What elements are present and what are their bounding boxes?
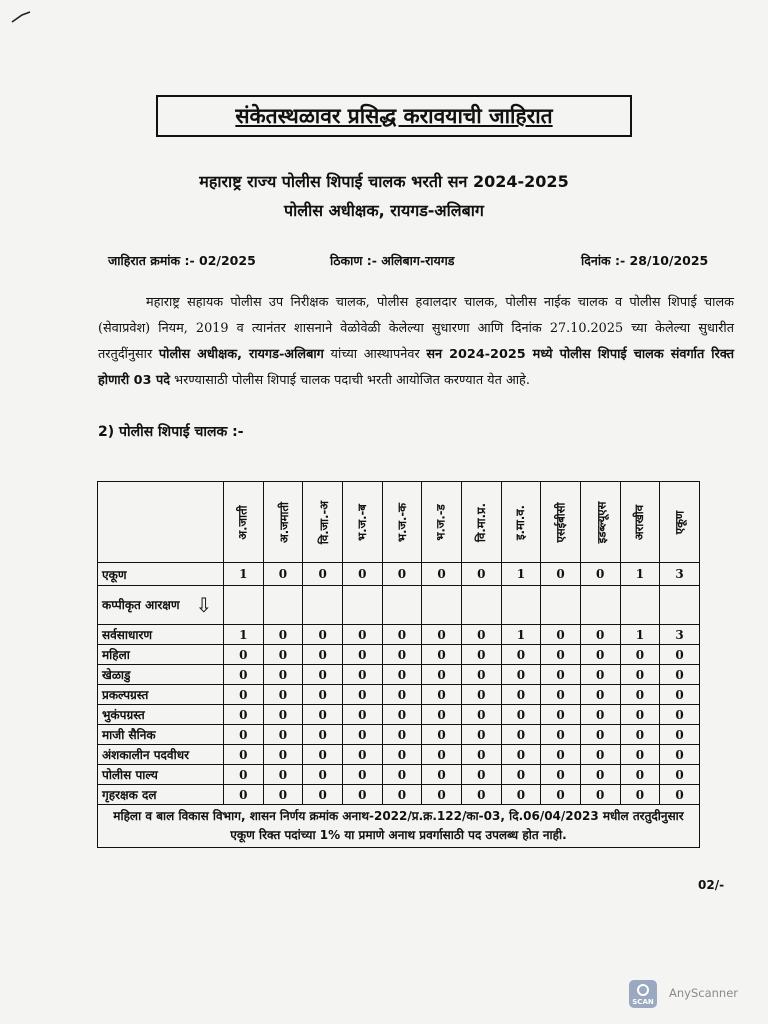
- table-cell: 0: [580, 645, 620, 665]
- table-cell: 0: [342, 685, 382, 705]
- advertisement-place: ठिकाण :- अलिबाग-रायगड: [330, 253, 455, 268]
- table-cell: 0: [303, 563, 343, 586]
- paragraph-bold-posts: सन 2024-2025 मध्ये पोलीस शिपाई चालक संवर्गात रिक्त होणारी 03 पदे: [98, 347, 734, 388]
- table-cell: 0: [303, 745, 343, 765]
- table-cell: 0: [541, 665, 581, 685]
- table-row: [98, 645, 700, 665]
- column-header-label: भ.ज.-ड: [434, 503, 449, 541]
- column-header-label: एसईबीसी: [553, 501, 568, 543]
- office-title: पोलीस अधीक्षक, रायगड-अलिबाग: [284, 201, 484, 220]
- reservation-label-cell: [98, 586, 224, 625]
- table-cell: 0: [541, 705, 581, 725]
- table-cell: 0: [580, 785, 620, 805]
- reservation-label: कप्पीकृत आरक्षण: [102, 597, 180, 612]
- table-cell: 0: [263, 705, 303, 725]
- advertisement-number: जाहिरात क्रमांक :- 02/2025: [108, 253, 256, 268]
- table-cell: 0: [541, 785, 581, 805]
- table-cell: 0: [541, 645, 581, 665]
- table-cell: 1: [620, 563, 660, 586]
- table-cell: 0: [501, 745, 541, 765]
- table-cell: 0: [620, 705, 660, 725]
- table-cell: 0: [342, 785, 382, 805]
- table-row: [98, 665, 700, 685]
- table-cell: 0: [382, 563, 422, 586]
- table-cell: 0: [660, 785, 700, 805]
- table-cell: 0: [501, 685, 541, 705]
- table-cell: 0: [461, 745, 501, 765]
- table-cell: 0: [620, 765, 660, 785]
- table-cell: 0: [382, 685, 422, 705]
- paragraph-text-1: महाराष्ट्र सहायक पोलीस उप निरीक्षक चालक, पोलीस हवालदार चालक, पोलीस नाईक चालक व पोलीस शिपाई चालक (सेवाप्रवेश) नियम, 2019 व त्यानंतर शासनाने वेळोवेळी केलेल्या सुधारणा आणि दिनांक 27.10.2025 च्या केलेल्या सुधारीत तरतुदींनुसार: [98, 295, 734, 362]
- column-header: [620, 482, 660, 563]
- table-cell: 0: [660, 745, 700, 765]
- intro-paragraph: [98, 290, 734, 394]
- table-cell: 0: [263, 625, 303, 645]
- table-cell: 0: [263, 685, 303, 705]
- row-label: पोलीस पाल्य: [98, 765, 224, 785]
- table-cell: 3: [660, 625, 700, 645]
- table-cell: 0: [501, 665, 541, 685]
- section-heading: 2) पोलीस शिपाई चालक :-: [98, 424, 244, 440]
- table-cell: 0: [303, 685, 343, 705]
- table-cell: 0: [422, 725, 462, 745]
- table-cell: 0: [263, 785, 303, 805]
- table-cell: 0: [541, 625, 581, 645]
- table-cell: 0: [461, 705, 501, 725]
- table-cell: 0: [580, 665, 620, 685]
- table-cell: 0: [660, 645, 700, 665]
- table-cell: 0: [422, 685, 462, 705]
- table-cell: 0: [382, 705, 422, 725]
- table-cell: 0: [342, 725, 382, 745]
- table-cell: 0: [342, 625, 382, 645]
- table-cell: 0: [660, 765, 700, 785]
- table-cell: 0: [422, 785, 462, 805]
- table-cell: 0: [461, 645, 501, 665]
- empty-cell: [541, 586, 581, 625]
- paragraph-text-2: यांच्या आस्थापनेवर: [323, 347, 427, 362]
- table-cell: 0: [461, 563, 501, 586]
- column-header: [541, 482, 581, 563]
- table-cell: 0: [580, 725, 620, 745]
- badge-text: SCAN: [632, 998, 654, 1006]
- table-cell: 0: [342, 765, 382, 785]
- table-cell: 0: [422, 705, 462, 725]
- table-cell: 0: [224, 665, 264, 685]
- column-header-label: भ.ज.-ब: [354, 503, 369, 541]
- table-cell: 0: [580, 765, 620, 785]
- column-header: [342, 482, 382, 563]
- empty-cell: [422, 586, 462, 625]
- table-cell: 0: [541, 745, 581, 765]
- empty-cell: [342, 586, 382, 625]
- table-cell: 0: [382, 785, 422, 805]
- reservation-row: [98, 586, 700, 625]
- table-cell: 0: [620, 725, 660, 745]
- table-cell: 0: [580, 625, 620, 645]
- table-cell: 0: [303, 725, 343, 745]
- empty-cell: [382, 586, 422, 625]
- table-cell: 3: [660, 563, 700, 586]
- table-cell: 0: [620, 685, 660, 705]
- table-cell: 0: [382, 765, 422, 785]
- vacancy-table: [97, 481, 700, 848]
- column-header-label: इ.मा.व.: [513, 504, 528, 540]
- column-header-label: इडब्ल्यूएस: [594, 501, 609, 543]
- table-row: [98, 785, 700, 805]
- row-label: महिला: [98, 645, 224, 665]
- table-cell: 0: [303, 625, 343, 645]
- recruitment-title: महाराष्ट्र राज्य पोलीस शिपाई चालक भरती सन 2024-2025: [199, 172, 569, 191]
- table-cell: 0: [501, 765, 541, 785]
- table-cell: 1: [224, 625, 264, 645]
- table-cell: 0: [660, 725, 700, 745]
- table-cell: 0: [501, 705, 541, 725]
- table-cell: 0: [342, 705, 382, 725]
- empty-cell: [303, 586, 343, 625]
- column-header: [422, 482, 462, 563]
- table-row: [98, 685, 700, 705]
- row-label: गृहरक्षक दल: [98, 785, 224, 805]
- column-header-label: वि.जा.-अ: [317, 500, 332, 544]
- table-cell: 0: [461, 685, 501, 705]
- table-cell: 0: [541, 765, 581, 785]
- empty-cell: [580, 586, 620, 625]
- table-cell: 0: [382, 725, 422, 745]
- table-cell: 0: [382, 625, 422, 645]
- column-header-label: वि.मा.प्र.: [473, 502, 488, 542]
- table-cell: 0: [501, 725, 541, 745]
- row-label: भुकंपग्रस्त: [98, 705, 224, 725]
- column-header: [660, 482, 700, 563]
- paragraph-text-3: भरण्यासाठी पोलीस शिपाई चालक पदाची भरती आयोजित करण्यात येत आहे.: [170, 373, 530, 388]
- table-cell: 0: [342, 645, 382, 665]
- table-row: [98, 705, 700, 725]
- table-cell: 0: [580, 745, 620, 765]
- table-cell: 0: [263, 645, 303, 665]
- table-cell: 0: [461, 785, 501, 805]
- pen-mark-icon: [10, 10, 32, 24]
- table-cell: 0: [461, 725, 501, 745]
- advertisement-date: दिनांक :- 28/10/2025: [581, 253, 709, 268]
- table-cell: 0: [303, 705, 343, 725]
- table-cell: 0: [224, 725, 264, 745]
- empty-cell: [501, 586, 541, 625]
- advertisement-header-box: [156, 95, 632, 137]
- column-header: [501, 482, 541, 563]
- table-cell: 0: [263, 665, 303, 685]
- table-cell: 0: [263, 725, 303, 745]
- table-cell: 0: [660, 665, 700, 685]
- table-cell: 0: [541, 563, 581, 586]
- table-cell: 0: [541, 725, 581, 745]
- column-header-label: एकूण: [672, 510, 687, 534]
- column-header: [580, 482, 620, 563]
- table-cell: 0: [224, 785, 264, 805]
- table-header-row: [98, 482, 700, 563]
- table-cell: 0: [342, 563, 382, 586]
- column-header: [263, 482, 303, 563]
- row-label: सर्वसाधारण: [98, 625, 224, 645]
- table-cell: 1: [501, 625, 541, 645]
- table-cell: 0: [541, 685, 581, 705]
- table-cell: 0: [422, 563, 462, 586]
- table-note: महिला व बाल विकास विभाग, शासन निर्णय क्रमांक अनाथ-2022/प्र.क्र.122/का-03, दि.06/04/2023 मधील तरतुदीनुसार एकूण रिक्त पदांच्या 1% या प्रमाणे अनाथ प्रवर्गासाठी पद उपलब्ध होत नाही.: [98, 805, 700, 848]
- table-corner-cell: [98, 482, 224, 563]
- table-cell: 0: [224, 705, 264, 725]
- table-cell: 0: [422, 645, 462, 665]
- row-label: प्रकल्पग्रस्त: [98, 685, 224, 705]
- total-row: [98, 563, 700, 586]
- row-label: अंशकालीन पदवीधर: [98, 745, 224, 765]
- row-label: खेळाडु: [98, 665, 224, 685]
- row-label: एकूण: [98, 563, 224, 586]
- table-cell: 0: [382, 645, 422, 665]
- table-row: [98, 765, 700, 785]
- table-cell: 0: [224, 765, 264, 785]
- table-cell: 0: [263, 745, 303, 765]
- table-cell: 0: [263, 563, 303, 586]
- empty-cell: [263, 586, 303, 625]
- table-cell: 0: [342, 745, 382, 765]
- scan-badge-icon: [628, 979, 658, 1009]
- scanner-app-name: AnyScanner: [669, 986, 739, 1000]
- table-cell: 0: [461, 665, 501, 685]
- table-cell: 0: [382, 745, 422, 765]
- table-cell: 0: [620, 665, 660, 685]
- table-cell: 0: [580, 563, 620, 586]
- table-row: [98, 625, 700, 645]
- column-header: [461, 482, 501, 563]
- table-cell: 0: [224, 685, 264, 705]
- table-cell: 0: [382, 665, 422, 685]
- header-title: संकेतस्थळावर प्रसिद्ध करावयाची जाहिरात: [235, 104, 553, 128]
- down-arrow-icon: ⇩: [195, 592, 213, 617]
- table-cell: 0: [263, 765, 303, 785]
- table-cell: 0: [303, 785, 343, 805]
- table-cell: 0: [422, 745, 462, 765]
- table-cell: 0: [461, 625, 501, 645]
- table-cell: 0: [224, 645, 264, 665]
- table-cell: 0: [580, 705, 620, 725]
- table-cell: 0: [501, 785, 541, 805]
- table-cell: 0: [422, 665, 462, 685]
- empty-cell: [224, 586, 264, 625]
- table-cell: 0: [303, 665, 343, 685]
- table-cell: 0: [620, 645, 660, 665]
- column-header-label: अराखीव: [632, 504, 647, 540]
- table-cell: 0: [224, 745, 264, 765]
- empty-cell: [620, 586, 660, 625]
- table-cell: 0: [422, 625, 462, 645]
- column-header: [224, 482, 264, 563]
- column-header: [382, 482, 422, 563]
- table-cell: 0: [342, 665, 382, 685]
- table-row: [98, 725, 700, 745]
- column-header-label: अ.जाती: [235, 504, 250, 540]
- row-label: माजी सैनिक: [98, 725, 224, 745]
- table-cell: 0: [620, 785, 660, 805]
- page-number: 02/-: [698, 878, 725, 892]
- table-cell: 0: [660, 705, 700, 725]
- table-cell: 0: [580, 685, 620, 705]
- table-cell: 0: [303, 645, 343, 665]
- empty-cell: [461, 586, 501, 625]
- table-cell: 0: [501, 645, 541, 665]
- column-header-label: अ.जमाती: [276, 501, 291, 543]
- table-note-row: [98, 805, 700, 848]
- column-header-label: भ.ज.-क: [394, 502, 409, 542]
- table-cell: 0: [422, 765, 462, 785]
- paragraph-bold-office: पोलीस अधीक्षक, रायगड-अलिबाग: [158, 347, 324, 362]
- table-cell: 1: [501, 563, 541, 586]
- table-cell: 0: [461, 765, 501, 785]
- table-row: [98, 745, 700, 765]
- table-cell: 0: [660, 685, 700, 705]
- empty-cell: [660, 586, 700, 625]
- table-cell: 1: [224, 563, 264, 586]
- table-cell: 1: [620, 625, 660, 645]
- table-cell: 0: [303, 765, 343, 785]
- column-header: [303, 482, 343, 563]
- table-cell: 0: [620, 745, 660, 765]
